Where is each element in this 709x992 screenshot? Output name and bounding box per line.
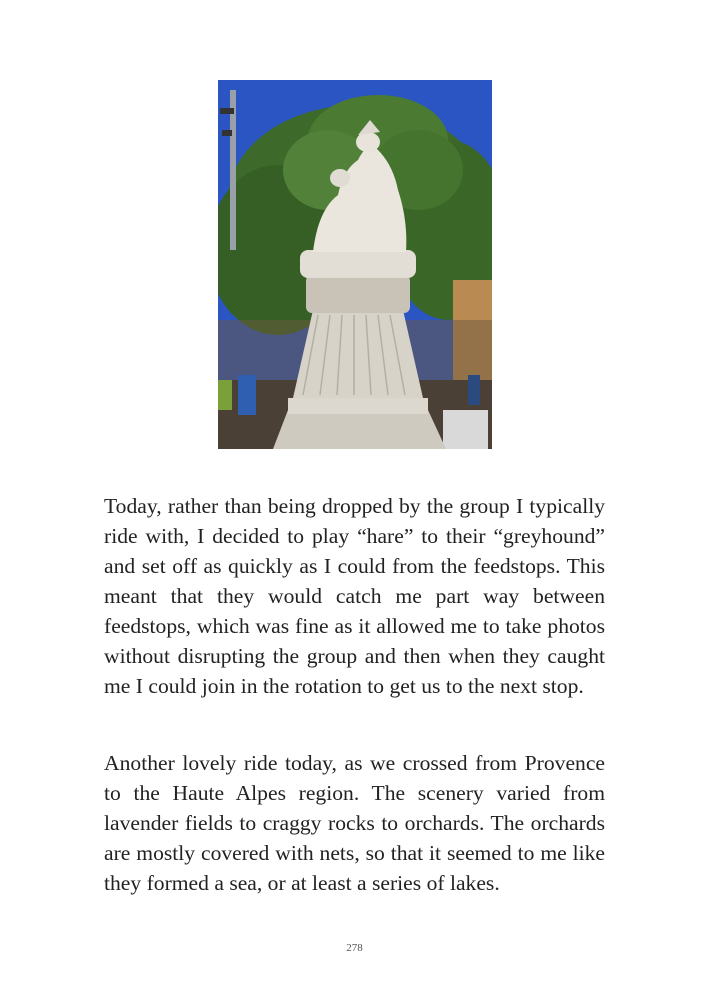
body-paragraph-2: Another lovely ride today, as we crossed from Provence to the Haute Alpes region. The scenery varied from lavender fields to craggy rocks to orchards. The orchards are mostly covered with nets, so that it seemed to me like they formed a sea, or at least a series of lakes. xyxy=(104,751,605,895)
fountain-statue-photo xyxy=(218,80,492,449)
body-paragraph-1: Today, rather than being dropped by the group I typically ride with, I decided to play “hare” to their “greyhound” and set off as quickly as I could from the feedstops. This meant that they would catch me part way between feedstops, which was fine as it allowed me to take photos without disrupting the group and then when they caught me I could join in the rotation to get us to the next stop. xyxy=(104,494,605,698)
page-number: 278 xyxy=(346,942,363,954)
